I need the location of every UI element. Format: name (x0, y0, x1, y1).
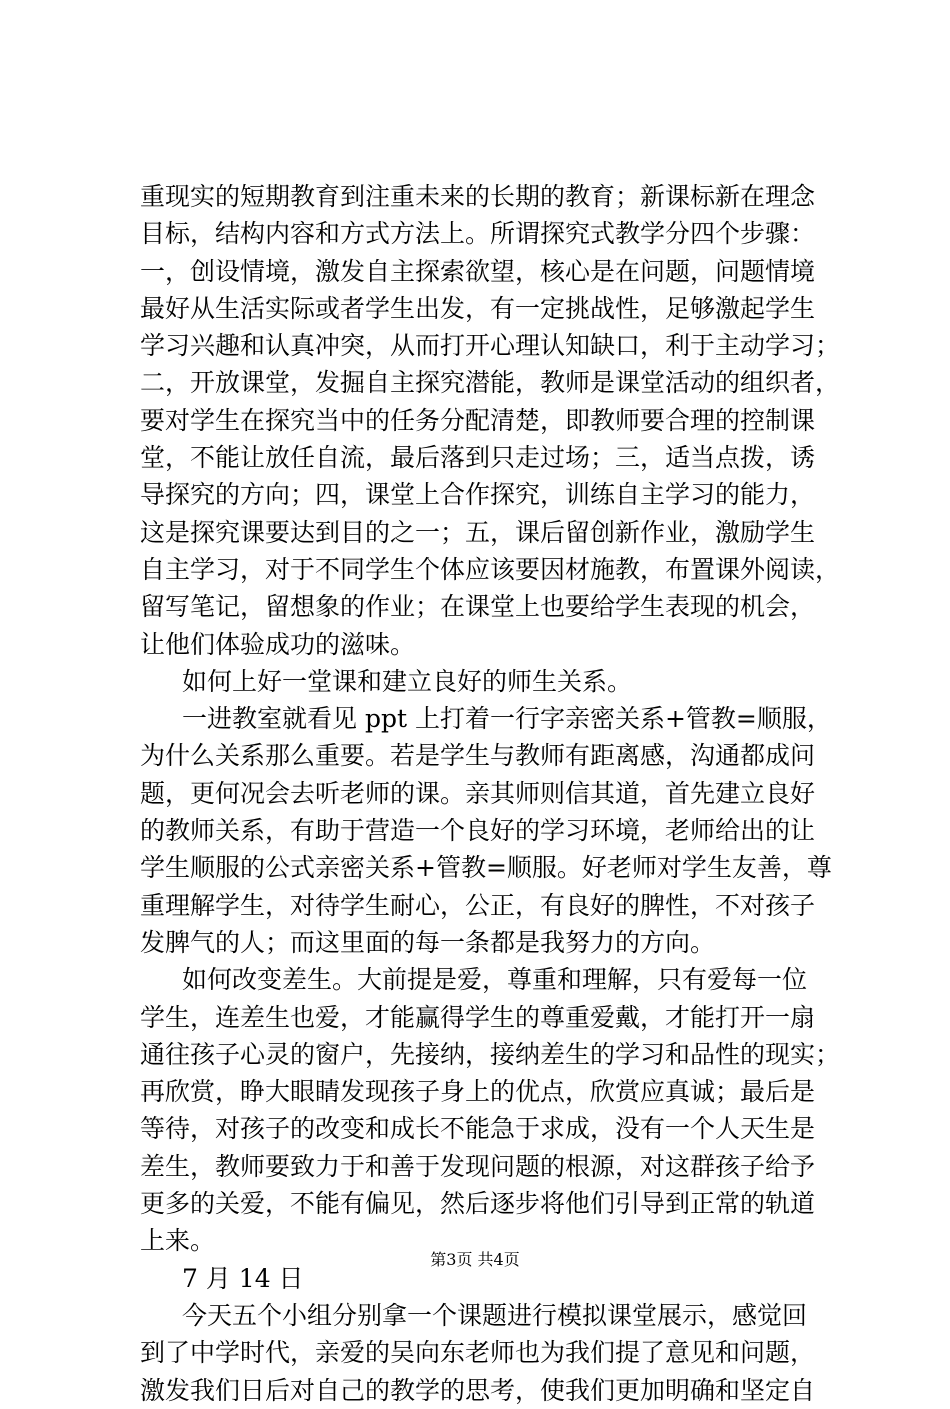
text-line: 二，开放课堂，发掘自主探究潜能，教师是课堂活动的组织者， (140, 368, 840, 398)
text-line: 学生顺服的公式亲密关系+管教=顺服。好老师对学生友善，尊 (140, 853, 832, 883)
page-footer: 第3页 共4页 (430, 1250, 520, 1269)
text-line: 学生，连差生也爱，才能赢得学生的尊重爱戴，才能打开一扇 (140, 1002, 816, 1032)
text-line: 让他们体验成功的滋味。 (140, 629, 416, 659)
text-line: 发脾气的人；而这里面的每一条都是我努力的方向。 (140, 927, 716, 957)
date-heading: 7 月 14 日 (182, 1263, 304, 1293)
text-line: 目标，结构内容和方式方法上。所谓探究式教学分四个步骤： (140, 219, 816, 249)
text-line: 导探究的方向；四，课堂上合作探究，训练自主学习的能力， (140, 480, 816, 510)
text-line: 要对学生在探究当中的任务分配清楚，即教师要合理的控制课 (140, 405, 816, 435)
text-line: 差生，教师要致力于和善于发现问题的根源，对这群孩子给予 (140, 1151, 816, 1181)
text-line: 留写笔记，留想象的作业；在课堂上也要给学生表现的机会， (140, 592, 816, 622)
text-line: 一，创设情境，激发自主探索欲望，核心是在问题，问题情境 (140, 256, 816, 286)
text-line: 更多的关爱，不能有偏见，然后逐步将他们引导到正常的轨道 (140, 1189, 816, 1219)
text-line: 重理解学生，对待学生耐心，公正，有良好的脾性，不对孩子 (140, 890, 816, 920)
text-line: 的教师关系，有助于营造一个良好的学习环境，老师给出的让 (140, 816, 816, 846)
text-line: 激发我们日后对自己的教学的思考，使我们更加明确和坚定自 (140, 1375, 816, 1405)
text-line: 这是探究课要达到目的之一；五，课后留创新作业，激励学生 (140, 517, 816, 547)
text-line: 为什么关系那么重要。若是学生与教师有距离感，沟通都成问 (140, 741, 816, 771)
text-line: 自主学习，对于不同学生个体应该要因材施教，布置课外阅读， (140, 554, 840, 584)
text-line: 到了中学时代，亲爱的吴向东老师也为我们提了意见和问题， (140, 1338, 816, 1368)
paragraph-heading: 如何上好一堂课和建立良好的师生关系。 (182, 666, 633, 696)
text-line: 今天五个小组分别拿一个课题进行模拟课堂展示，感觉回 (182, 1300, 808, 1330)
text-line: 上来。 (140, 1226, 216, 1256)
text-line: 再欣赏，睁大眼睛发现孩子身上的优点，欣赏应真诚；最后是 (140, 1077, 816, 1107)
document-body (140, 178, 840, 1409)
text-line: 如何改变差生。大前提是爱，尊重和理解，只有爱每一位 (182, 965, 808, 995)
text-line: 最好从生活实际或者学生出发，有一定挑战性，足够激起学生 (140, 293, 816, 323)
text-line: 题，更何况会去听老师的课。亲其师则信其道，首先建立良好 (140, 778, 816, 808)
text-line: 堂，不能让放任自流，最后落到只走过场；三，适当点拨，诱 (140, 443, 816, 473)
text-line: 学习兴趣和认真冲突，从而打开心理认知缺口，利于主动学习； (140, 331, 840, 361)
text-line: 通往孩子心灵的窗户，先接纳，接纳差生的学习和品性的现实； (140, 1039, 840, 1069)
text-line: 重现实的短期教育到注重未来的长期的教育；新课标新在理念 (140, 182, 816, 211)
text-line: 一进教室就看见 ppt 上打着一行字亲密关系+管教=顺服， (182, 704, 832, 734)
text-line: 等待，对孩子的改变和成长不能急于求成，没有一个人天生是 (140, 1114, 816, 1144)
